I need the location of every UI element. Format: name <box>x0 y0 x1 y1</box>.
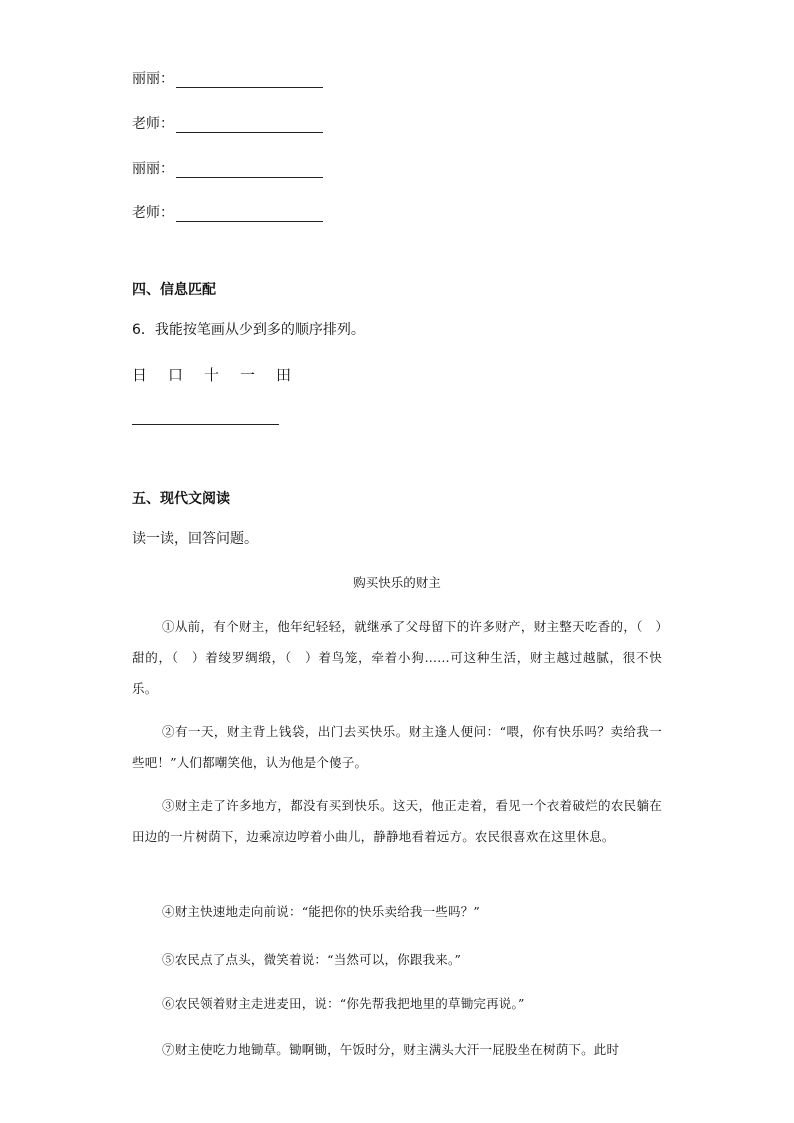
answer-line[interactable] <box>132 424 279 425</box>
story-title: 购买快乐的财主 <box>353 575 441 590</box>
answer-blank[interactable] <box>176 71 323 88</box>
answer-blank[interactable] <box>176 116 323 133</box>
dialogue-line-3 <box>132 158 323 178</box>
paragraph-4: ④财主快速地走向前说：“能把你的快乐卖给我一些吗？” <box>162 904 480 919</box>
dialogue-line-1 <box>132 68 323 88</box>
speaker-label: 老师： <box>132 205 174 221</box>
character: 日 <box>132 366 148 384</box>
answer-blank[interactable] <box>176 161 323 178</box>
dialogue-line-2 <box>132 113 323 133</box>
speaker-label: 老师： <box>132 116 174 132</box>
paragraph-2: ②有一天，财主背上钱袋，出门去买快乐。财主逢人便问：“喂，你有快乐吗？卖给我一些吧！”人们都嘲笑他，认为他是个傻子。 <box>132 724 662 770</box>
dialogue-line-4 <box>132 202 323 222</box>
character: 田 <box>276 366 292 384</box>
answer-blank[interactable] <box>176 205 323 222</box>
character: 一 <box>240 366 256 384</box>
paragraph-6: ⑥农民领着财主走进麦田，说：“你先帮我把地里的草锄完再说。” <box>162 996 525 1011</box>
paragraph-1: ①从前，有个财主，他年纪轻轻，就继承了父母留下的许多财产，财主整天吃香的，（ ）甜的，（ ）着绫罗绸缎，（ ）着鸟笼，牵着小狗……可这种生活，财主越过越腻，很不快乐。 <box>132 619 662 696</box>
speaker-label: 丽丽： <box>132 71 174 87</box>
character-list <box>132 364 312 385</box>
paragraph-3: ③财主走了许多地方，都没有买到快乐。这天，他正走着，看见一个衣着破烂的农民躺在田边的一片树荫下，边乘凉边哼着小曲儿，静静地看着远方。农民很喜欢在这里休息。 <box>132 798 662 844</box>
speaker-label: 丽丽： <box>132 161 174 177</box>
section-4-heading: 四、信息匹配 <box>132 282 216 298</box>
reading-instruction: 读一读，回答问题。 <box>132 531 258 547</box>
section-5-heading: 五、现代文阅读 <box>132 491 230 507</box>
character: 口 <box>168 366 184 384</box>
paragraph-5: ⑤农民点了点头，微笑着说：“当然可以，你跟我来。” <box>162 952 462 967</box>
paragraph-7: ⑦财主使吃力地锄草。锄啊锄，午饭时分，财主满头大汗一屁股坐在树荫下。此时 <box>162 1042 620 1057</box>
character: 十 <box>204 366 220 384</box>
question-6: 6．我能按笔画从少到多的顺序排列。 <box>132 322 365 338</box>
